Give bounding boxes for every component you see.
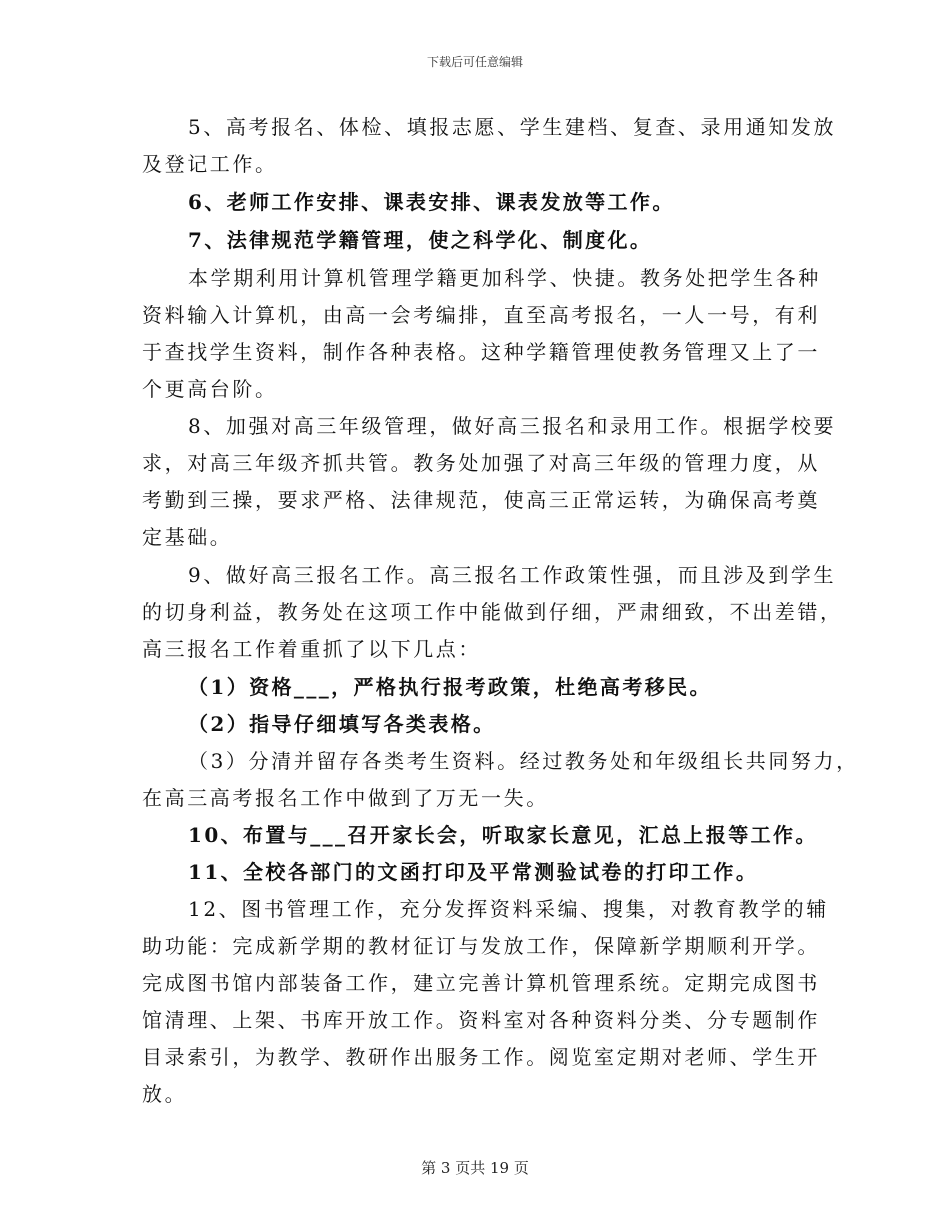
paragraph-line: （3）分清并留存各类考生资料。经过教务处和年级组长共同努力， [188,749,859,773]
paragraph-line-bold: 7、法律规范学籍管理，使之科学化、制度化。 [188,228,653,252]
paragraph-line: 5、高考报名、体检、填报志愿、学生建档、复查、录用通知发放 [188,115,837,139]
paragraph-line: 个更高台阶。 [142,377,278,401]
paragraph-line: 高三报名工作着重抓了以下几点： [142,637,481,661]
paragraph-line-bold: （2）指导仔细填写各类表格。 [188,712,496,736]
paragraph-line: 在高三高考报名工作中做到了万无一失。 [142,786,549,810]
paragraph-line: 考勤到三操，要求严格、法律规范，使高三正常运转，为确保高考奠 [142,488,820,512]
paragraph-line: 12、图书管理工作，充分发挥资料采编、搜集，对教育教学的辅 [188,897,829,921]
paragraph-line: 资料输入计算机，由高一会考编排，直至高考报名，一人一号，有利 [142,303,820,327]
paragraph-line: 求，对高三年级齐抓共管。教务处加强了对高三年级的管理力度，从 [142,451,820,475]
paragraph-line-bold: （1）资格___，严格执行报考政策，杜绝高考移民。 [188,675,712,699]
paragraph-line: 本学期利用计算机管理学籍更加科学、快捷。教务处把学生各种 [188,266,821,290]
paragraph-line-bold: 6、老师工作安排、课表安排、课表发放等工作。 [188,190,675,214]
paragraph-line: 8、加强对高三年级管理，做好高三报名和录用工作。根据学校要 [188,414,837,438]
paragraph-line: 目录索引，为教学、教研作出服务工作。阅览室定期对老师、学生开 [142,1045,820,1069]
page-header: 下载后可任意编辑 [426,55,523,69]
paragraph-line-bold: 10、布置与___召开家长会，听取家长意见，汇总上报等工作。 [188,823,818,847]
paragraph-line: 定基础。 [142,525,233,549]
page-footer: 第 3 页共 19 页 [421,1159,529,1177]
paragraph-line-bold: 11、全校各部门的文函打印及平常测验试卷的打印工作。 [188,860,759,884]
paragraph-line: 于查找学生资料，制作各种表格。这种学籍管理使教务管理又上了一 [142,340,820,364]
paragraph-line: 放。 [142,1082,188,1106]
paragraph-line: 完成图书馆内部装备工作，建立完善计算机管理系统。定期完成图书 [142,971,820,995]
paragraph-line: 9、做好高三报名工作。高三报名工作政策性强，而且涉及到学生 [188,563,837,587]
paragraph-line: 助功能：完成新学期的教材征订与发放工作，保障新学期顺利开学。 [142,934,820,958]
paragraph-line: 馆清理、上架、书库开放工作。资料室对各种资料分类、分专题制作 [142,1008,820,1032]
paragraph-line: 的切身利益，教务处在这项工作中能做到仔细，严肃细致，不出差错， [142,600,843,624]
paragraph-line: 及登记工作。 [142,152,278,176]
